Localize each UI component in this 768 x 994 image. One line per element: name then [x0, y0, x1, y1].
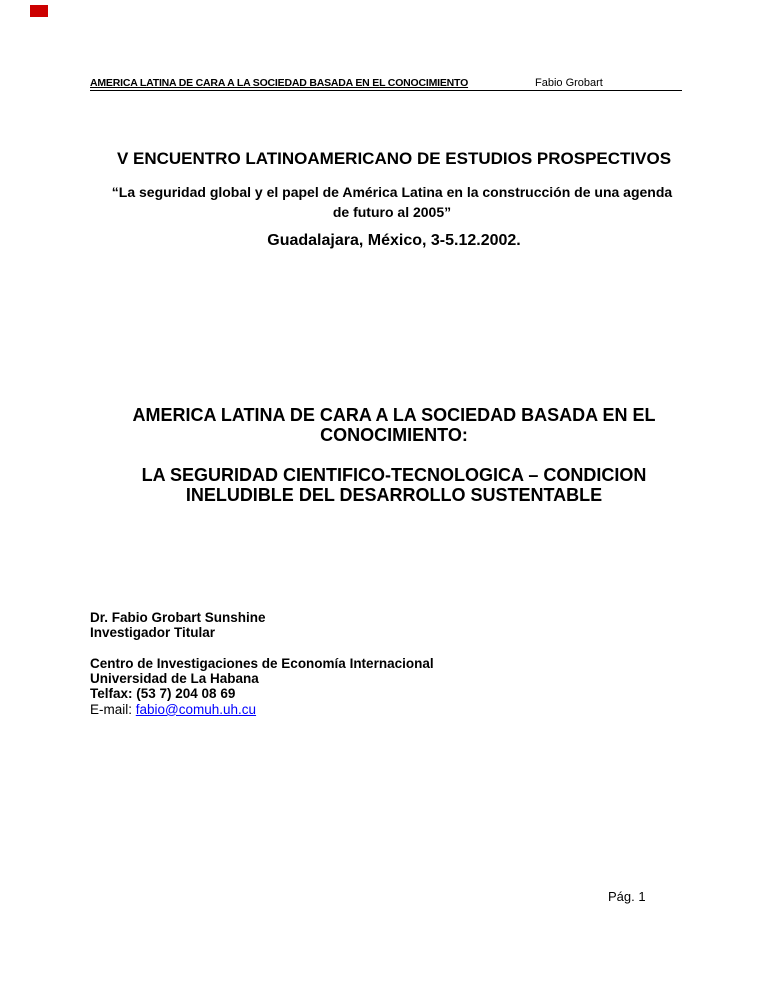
- event-title: V ENCUENTRO LATINOAMERICANO DE ESTUDIOS PROSPECTIVOS: [116, 149, 672, 168]
- author-block-spacer: [90, 641, 434, 656]
- author-telfax: Telfax: (53 7) 204 08 69: [90, 686, 236, 702]
- author-university: Universidad de La Habana: [90, 671, 259, 687]
- running-header-author: Fabio Grobart: [535, 77, 603, 89]
- running-header: [90, 77, 682, 91]
- page-number: Pág. 1: [608, 889, 646, 904]
- author-block: [90, 610, 434, 717]
- document-subtitle: LA SEGURIDAD CIENTIFICO-TECNOLOGICA – CONDICION INELUDIBLE DEL DESARROLLO SUSTENTABLE: [141, 465, 647, 505]
- event-theme: “La seguridad global y el papel de América Latina en la construcción de una agenda de futuro al 2005”: [111, 184, 673, 220]
- event-location-date: Guadalajara, México, 3-5.12.2002.: [267, 232, 521, 249]
- red-marker: [30, 5, 48, 17]
- author-institution: Centro de Investigaciones de Economía Internacional: [90, 655, 434, 671]
- author-position: Investigador Titular: [90, 625, 216, 641]
- running-header-title: AMERICA LATINA DE CARA A LA SOCIEDAD BASADA EN EL CONOCIMIENTO: [90, 77, 469, 89]
- email-label: E-mail:: [90, 701, 133, 717]
- email-link[interactable]: fabio@comuh.uh.cu: [135, 701, 257, 717]
- author-name: Dr. Fabio Grobart Sunshine: [90, 610, 266, 625]
- email-line: [90, 702, 434, 717]
- document-title: AMERICA LATINA DE CARA A LA SOCIEDAD BASADA EN EL CONOCIMIENTO:: [132, 405, 656, 445]
